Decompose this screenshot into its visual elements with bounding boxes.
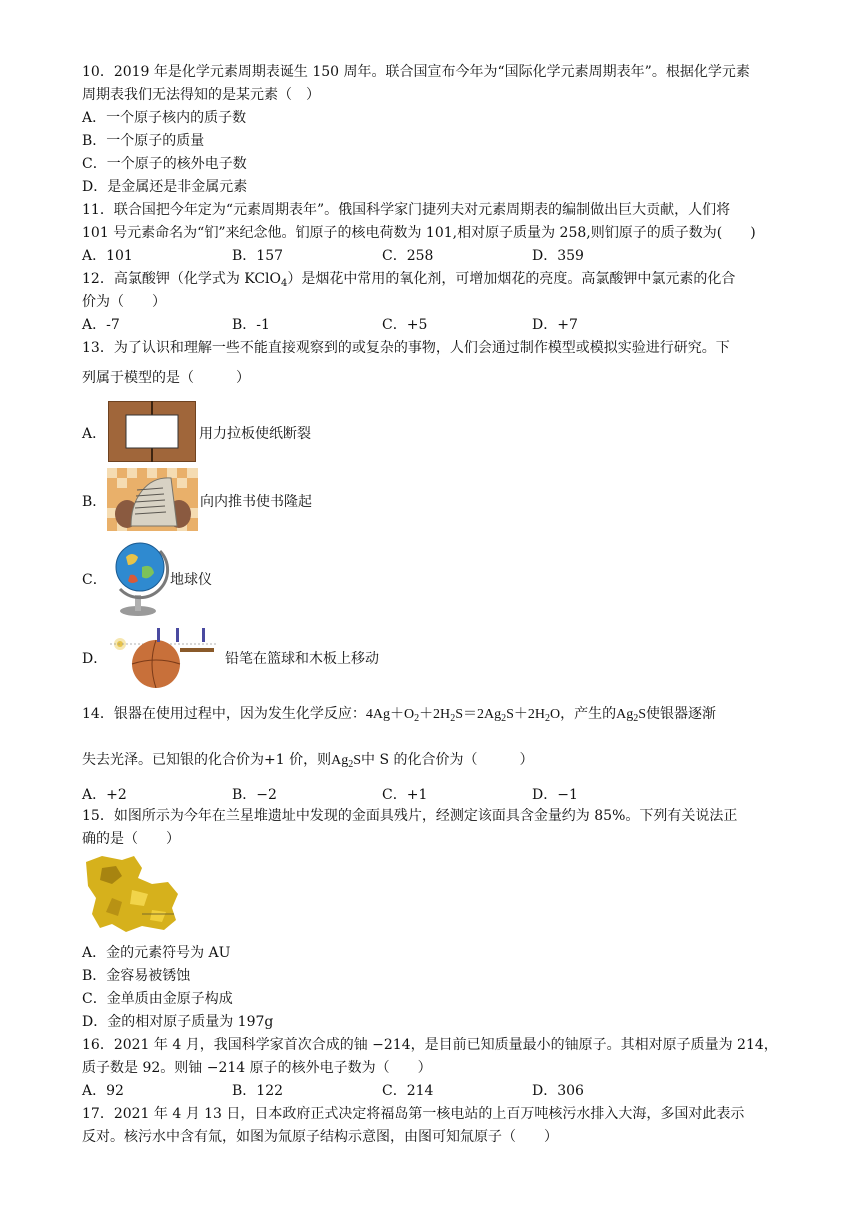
q12-option-b: B．-1 — [232, 317, 270, 333]
q11-option-c: C．258 — [382, 248, 434, 264]
q12-option-a: A．-7 — [82, 317, 120, 333]
q14-text-post: 使银器逐渐 — [646, 706, 717, 722]
q14-formula-ag2s-2: $Ag_2S$ — [331, 753, 362, 770]
q13-option-a-letter: A． — [82, 426, 107, 442]
q14-option-a: A．+2 — [82, 787, 127, 803]
paper-tear-board-image — [108, 401, 196, 462]
q13-option-c-text: 地球仪 — [170, 572, 212, 588]
q10-stem-line1: 10．2019 年是化学元素周期表诞生 150 周年。联合国宣布今年为“国际化学元素周期表年”。根据化学元素 — [82, 64, 750, 80]
q14-stem-line1 — [82, 705, 716, 724]
q13-option-c-letter: C． — [82, 572, 107, 588]
q13-option-b-letter: B． — [82, 494, 107, 510]
q13-option-b-text: 向内推书使书隆起 — [200, 494, 312, 510]
q14-options — [82, 786, 782, 804]
pencil-basketball-board-image — [110, 626, 218, 688]
q14-stem-line2 — [82, 751, 534, 770]
q13-option-d-text: 铅笔在篮球和木板上移动 — [225, 651, 379, 667]
q12-option-d: D．+7 — [532, 317, 578, 333]
q15-option-a: A．金的元素符号为 AU — [82, 945, 231, 961]
q10-option-d: D．是金属还是非金属元素 — [82, 179, 248, 195]
book-bulge-image — [107, 468, 198, 531]
q14-option-d: D．−1 — [532, 787, 578, 803]
q17-stem-line1: 17．2021 年 4 月 13 日，日本政府正式决定将福岛第一核电站的上百万吨核污水排入大海，多国对此表示 — [82, 1106, 745, 1122]
q14-text-mid: ，产生的 — [560, 706, 617, 722]
q16-options — [82, 1082, 782, 1100]
q14-text-pre: 14．银器在使用过程中，因为发生化学反应： — [82, 706, 366, 722]
q11-stem-line2: 101 号元素命名为“钔”来纪念他。钔原子的核电荷数为 101,相对原子质量为 258,则钔原子的质子数为( ) — [82, 225, 756, 241]
q14-option-b: B．−2 — [232, 787, 277, 803]
q12-stem-line1 — [82, 270, 735, 288]
q15-option-d: D．金的相对原子质量为 197g — [82, 1014, 274, 1030]
q16-option-d: D．306 — [532, 1083, 584, 1099]
globe-icon — [108, 537, 170, 617]
q12-options — [82, 316, 782, 334]
q12-text-post: ）是烟花中常用的氧化剂，可增加烟花的亮度。高氯酸钾中氯元素的化合 — [287, 271, 736, 287]
q11-option-b: B．157 — [232, 248, 284, 264]
q12-text-pre: 12．高氯酸钾（化学式为 KClO — [82, 271, 282, 287]
q12-option-c: C．+5 — [382, 317, 428, 333]
q10-stem-line2: 周期表我们无法得知的是某元素（ ） — [82, 87, 320, 103]
gold-mask-fragment-image — [82, 854, 182, 934]
q10-option-a: A．一个原子核内的质子数 — [82, 110, 247, 126]
q13-option-d-letter: D． — [82, 651, 108, 667]
q13-option-a-text: 用力拉板使纸断裂 — [199, 426, 311, 442]
q16-option-a: A．92 — [82, 1083, 124, 1099]
q14-option-c: C．+1 — [382, 787, 428, 803]
q14-line2-post: 中 S 的化合价为（ ） — [361, 752, 534, 768]
q11-stem-line1: 11．联合国把今年定为“元素周期表年”。俄国科学家门捷列夫对元素周期表的编制做出巨大贡献，人们将 — [82, 202, 731, 218]
q16-stem-line1: 16．2021 年 4 月，我国科学家首次合成的铀 −214，是目前已知质量最小的铀原子。其相对原子质量为 214， — [82, 1037, 778, 1053]
q13-stem-line2: 列属于模型的是（ ） — [82, 370, 250, 386]
q14-formula-ag2s: $Ag_2S$ — [616, 707, 647, 724]
q15-stem-line2: 确的是（ ） — [82, 831, 180, 847]
q16-option-c: C．214 — [382, 1083, 434, 1099]
q11-option-a: A．101 — [82, 248, 133, 264]
q12-stem-line2: 价为（ ） — [82, 294, 166, 310]
q17-stem-line2: 反对。核污水中含有氚，如图为氚原子结构示意图，由图可知氚原子（ ） — [82, 1129, 558, 1145]
q13-stem-line1: 13．为了认识和理解一些不能直接观察到的或复杂的事物，人们会通过制作模型或模拟实验进行研究。下 — [82, 340, 730, 356]
q12-subscript: 4 — [281, 278, 288, 289]
q16-option-b: B．122 — [232, 1083, 284, 1099]
q10-option-c: C．一个原子的核外电子数 — [82, 156, 247, 172]
q16-stem-line2: 质子数是 92。则铀 −214 原子的核外电子数为（ ） — [82, 1060, 432, 1076]
q15-option-c: C．金单质由金原子构成 — [82, 991, 233, 1007]
q14-equation: $4Ag+O_2+2H_2S=2Ag_2S+2H_2O$ — [365, 707, 561, 724]
q11-options — [82, 247, 782, 265]
q14-line2-pre: 失去光泽。已知银的化合价为+1 价，则 — [82, 752, 332, 768]
q10-option-b: B．一个原子的质量 — [82, 133, 205, 149]
q15-option-b: B．金容易被锈蚀 — [82, 968, 191, 984]
q11-option-d: D．359 — [532, 248, 584, 264]
q15-stem-line1: 15．如图所示为今年在兰星堆遗址中发现的金面具残片，经测定该面具含金量约为 85%。下列有关说法正 — [82, 808, 738, 824]
